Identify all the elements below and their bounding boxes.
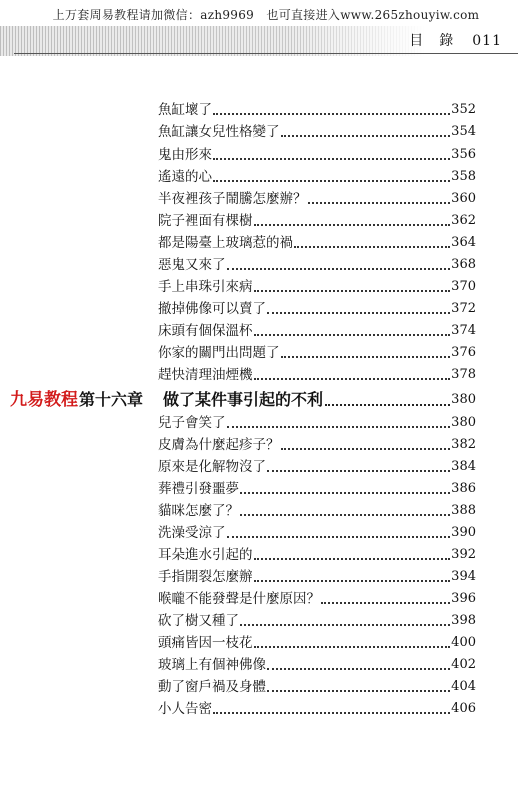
toc-entry-page: 358 <box>451 169 476 184</box>
toc-entry-page: 372 <box>451 301 476 316</box>
chapter-title: 做了某件事引起的不利 <box>163 390 324 409</box>
dot-leader <box>254 646 451 648</box>
toc-entry-title: 鬼由形來 <box>158 147 212 163</box>
toc-entry-page: 362 <box>451 213 476 228</box>
toc-entry-page: 390 <box>451 525 476 540</box>
toc-entry-page: 380 <box>451 415 476 430</box>
toc-entry[interactable] <box>158 413 476 433</box>
chapter-heading[interactable] <box>10 388 476 412</box>
dot-leader <box>254 334 451 336</box>
toc-entry-title: 原來是化解物沒了 <box>158 459 266 475</box>
toc-entry-title: 葬禮引發噩夢 <box>158 481 239 497</box>
toc-entry-page: 364 <box>451 235 476 250</box>
red-stamp-text: 九易教程 <box>10 390 78 410</box>
dot-leader <box>254 558 451 560</box>
toc-entry-title: 手上串珠引來病 <box>158 279 253 295</box>
dot-leader <box>213 180 450 182</box>
dot-leader <box>321 602 450 604</box>
dot-leader <box>240 492 450 494</box>
toc-entry-page: 382 <box>451 437 476 452</box>
dot-leader <box>227 536 451 538</box>
toc-entry[interactable] <box>158 277 476 297</box>
toc-entry-title: 都是陽臺上玻璃惹的禍 <box>158 235 293 251</box>
toc-entry[interactable] <box>158 122 476 142</box>
toc-entry-title: 砍了樹又種了 <box>158 613 239 629</box>
toc-entry[interactable] <box>158 299 476 319</box>
toc-entry-title: 惡鬼又來了 <box>158 257 226 273</box>
toc-entry[interactable] <box>158 677 476 697</box>
chapter-number: 第十六章 <box>79 390 144 409</box>
toc-entry-page: 352 <box>451 102 476 117</box>
toc-entry-page: 394 <box>451 569 476 584</box>
toc-entry-page: 384 <box>451 459 476 474</box>
dot-leader <box>267 470 450 472</box>
toc-entry[interactable] <box>158 233 476 253</box>
toc-entry[interactable] <box>158 501 476 521</box>
toc-entry-title: 皮膚為什麼起疹子？ <box>158 437 280 453</box>
toc-entry-title: 兒子會笑了 <box>158 415 226 431</box>
running-header-label: 目 錄 <box>409 33 455 49</box>
toc-entry[interactable] <box>158 435 476 455</box>
toc-entry[interactable] <box>158 343 476 363</box>
toc-entry[interactable] <box>158 545 476 565</box>
toc-entry-title: 喉嚨不能發聲是什麼原因？ <box>158 591 320 607</box>
toc-entry[interactable] <box>158 100 476 120</box>
toc-entry-page: 386 <box>451 481 476 496</box>
toc-entry-title: 動了窗戶禍及身體 <box>158 679 266 695</box>
dot-leader <box>267 312 450 314</box>
dot-leader <box>267 690 450 692</box>
toc-entry[interactable] <box>158 167 476 187</box>
toc-entry[interactable] <box>158 145 476 165</box>
toc-entry-page: 378 <box>451 367 476 382</box>
toc-entry[interactable] <box>158 321 476 341</box>
toc-entry-page: 402 <box>451 657 476 672</box>
toc-entry[interactable] <box>158 211 476 231</box>
dot-leader <box>281 135 451 137</box>
toc-entry-page: 396 <box>451 591 476 606</box>
toc-entry[interactable] <box>158 633 476 653</box>
toc-entry-page: 404 <box>451 679 476 694</box>
toc-entry[interactable] <box>158 611 476 631</box>
toc-entry-page: 356 <box>451 147 476 162</box>
toc-entry-page: 398 <box>451 613 476 628</box>
toc-entry-title: 遙遠的心 <box>158 169 212 185</box>
dot-leader <box>254 290 451 292</box>
toc-entry-title: 你家的關門出問題了 <box>158 345 280 361</box>
dot-leader <box>281 448 451 450</box>
toc-entry-page: 370 <box>451 279 476 294</box>
dot-leader <box>240 514 450 516</box>
toc-entry-page: 376 <box>451 345 476 360</box>
dot-leader <box>213 158 450 160</box>
toc-entry-title: 貓咪怎麼了？ <box>158 503 239 519</box>
toc-entry[interactable] <box>158 655 476 675</box>
dot-leader <box>227 426 451 428</box>
chapter-page: 380 <box>451 392 476 407</box>
toc-entry-title: 趕快清理油煙機 <box>158 367 253 383</box>
toc-entry-page: 374 <box>451 323 476 338</box>
toc-entry-title: 撤掉佛像可以賣了 <box>158 301 266 317</box>
toc-entry[interactable] <box>158 479 476 499</box>
toc-entry-page: 368 <box>451 257 476 272</box>
toc-entry-page: 406 <box>451 701 476 716</box>
toc-entry[interactable] <box>158 523 476 543</box>
toc-entry[interactable] <box>158 189 476 209</box>
dot-leader <box>227 268 451 270</box>
toc-entry-page: 360 <box>451 191 476 206</box>
dot-leader <box>213 113 450 115</box>
toc-entry-title: 洗澡受涼了 <box>158 525 226 541</box>
toc-entry[interactable] <box>158 365 476 385</box>
toc-entry-title: 半夜裡孩子鬧騰怎麼辦？ <box>158 191 307 207</box>
toc-entry-title: 頭痛皆因一枝花 <box>158 635 253 651</box>
toc-entry[interactable] <box>158 699 476 719</box>
toc-entry-title: 耳朵進水引起的 <box>158 547 253 563</box>
watermark-text: 上万套周易教程请加微信：azh9969 也可直接进入www.265zhouyiw.com <box>52 8 480 22</box>
dot-leader <box>281 356 451 358</box>
dot-leader <box>308 202 451 204</box>
toc-entry-title: 床頭有個保溫杯 <box>158 323 253 339</box>
toc-entry-page: 400 <box>451 635 476 650</box>
dot-leader <box>240 624 450 626</box>
dot-leader <box>213 712 450 714</box>
toc-entry-title: 魚缸壞了 <box>158 102 212 118</box>
toc-entry-page: 388 <box>451 503 476 518</box>
dot-leader <box>254 224 451 226</box>
toc-entry-title: 院子裡面有棵樹 <box>158 213 253 229</box>
toc-entry[interactable] <box>158 567 476 587</box>
toc-entry[interactable] <box>158 589 476 609</box>
toc-entry-title: 手指開裂怎麼辦 <box>158 569 253 585</box>
dot-leader <box>267 668 450 670</box>
dot-leader <box>325 404 450 406</box>
dot-leader <box>254 580 451 582</box>
toc-entry-title: 玻璃上有個神佛像 <box>158 657 266 673</box>
toc-entry-title: 魚缸讓女兒性格變了 <box>158 124 280 140</box>
toc-entry-page: 392 <box>451 547 476 562</box>
toc-entry-page: 354 <box>451 124 476 139</box>
toc-entry-title: 小人告密 <box>158 701 212 717</box>
dot-leader <box>254 378 451 380</box>
toc-entry[interactable] <box>158 457 476 477</box>
running-header-page: 011 <box>472 33 502 49</box>
toc-entry[interactable] <box>158 255 476 275</box>
dot-leader <box>294 246 450 248</box>
